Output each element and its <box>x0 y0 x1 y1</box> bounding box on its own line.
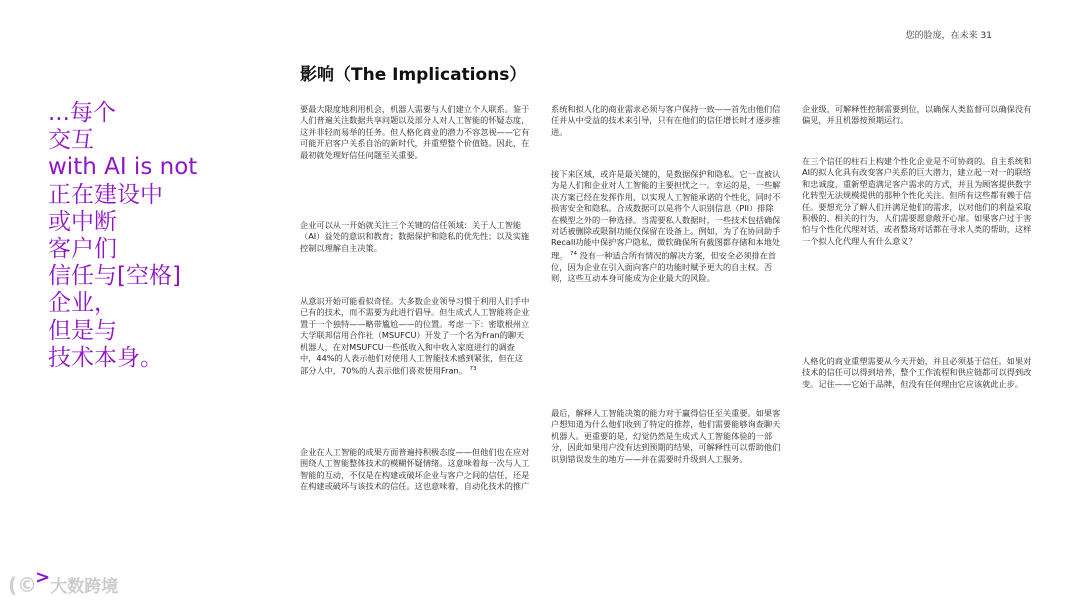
quote-line: 但是与 <box>48 317 117 344</box>
paragraph: 最后，解释人工智能决策的能力对于赢得信任至关重要。如果客户想知道为什么他们收到了特定的推荐，他们需要能够询查聊天机器人。更重要的是，幻觉仍然是生成式人工智能体验的一部分，因此如果用户没有达到预期的结果，可解释性可以帮助他们识别错误发生的地方——并在需要时升级到人工服务。 <box>551 408 781 464</box>
column-3-para-2 <box>802 156 1032 247</box>
column-3-para-1 <box>802 104 1032 127</box>
paragraph-text: 从意识开始可能看似奇怪。大多数企业领导习惯于利用人们手中已有的技术，而不需要为此进行倡导。但生成式人工智能将企业置于一个独特——略带尴尬——的位置。考虑一下：密歇根州立大学联邦信用合作社（MSUFCU）开发了一个名为Fran的聊天机器人，在对MSUFCU一些低收入和中收入家庭进行的调查中，44%的人表示他们对使用人工智能技术感到紧张，但在这部分人中，70%的人表示他们喜欢使用Fran。 <box>300 296 530 377</box>
quote-line: 正在建设中 <box>48 181 163 208</box>
footnote-marker: 73 <box>469 366 477 373</box>
column-2-para-1 <box>551 104 781 138</box>
paragraph: 企业级，可解释性控制需要到位，以确保人类监督可以确保没有偏见，并且机器按预期运行。 <box>802 104 1032 126</box>
paragraph-text: 接下来区域，或许是最关键的，是数据保护和隐私。它一直被认为是人们和企业对人工智能的主要担忧之一。幸运的是，一些解决方案已经在发挥作用，以实现人工智能承诺的个性化，同时不损害安全和隐私。合成数据可以是将个人识别信息（PII）排除在模型之外的一种选择。当需要私人数据时，一些技术包括确保对话被删除或限制功能仅保留在设备上。例如，为了在协同助手Recall功能中保护客户隐私，微软确保所有截图都存储和本地处理。 <box>551 169 781 261</box>
logo-swirl-icon: (© <box>8 572 38 597</box>
quote-line: 交互 <box>48 127 94 154</box>
quote-line: 或中断 <box>48 208 117 235</box>
column-1-para-3 <box>300 296 530 378</box>
quote-line: with AI is not <box>48 154 198 181</box>
footnote-marker: 74 <box>570 250 577 257</box>
watermark-logo <box>8 567 119 597</box>
paragraph: 企业在人工智能的成果方面普遍持积极态度——但他们也在应对围绕人工智能整体技术的模糊怀疑情绪。这意味着每一次与人工智能的互动，不仅是在构建或破坏企业与客户之间的信任，还是在构建或破坏与该技术的信任。这也意味着，自动化技术的推广 <box>300 447 530 492</box>
column-1-para-2 <box>300 220 530 254</box>
page-header-label: 您的脸庞，在未来 31 <box>905 31 992 41</box>
column-2-para-3 <box>551 408 781 465</box>
column-1-para-4 <box>300 447 530 493</box>
column-1-para-1 <box>300 104 530 161</box>
paragraph-text: 没有一种适合所有情况的解决方案，但安全必须排在首位，因为企业在引入面向客户的功能时赋予更大的自主权。否则，这些互动本身可能成为企业最大的风险。 <box>551 250 777 284</box>
logo-text: 大数跨境 <box>50 577 119 597</box>
paragraph <box>551 169 781 285</box>
paragraph: 在三个信任的柱石上构建个性化企业是不可协商的。自主系统和AI的拟人化具有改变客户关系的巨大潜力，建立起一对一的联络和忠诚度，重新塑造满足客户需求的方式，并且为顾客提供数字化转型无法规模提供的那种个性化关注。但所有这些都有赖于信任。要想充分了解人们并满足他们的需求，以对他们的利益采取积极的、相关的行为，人们需要愿意敞开心扉。如果客户过于害怕与个性化代理对话，或者整场对话都在寻求人类的帮助，这样一个拟人化代理人有什么意义？ <box>802 156 1032 246</box>
paragraph: 系统和拟人化的商业需求必须与客户保持一致——首先由他们信任并从中受益的技术来引导，只有在他们的信任增长时才逐步推进。 <box>551 104 781 137</box>
quote-line: 企业， <box>48 290 117 317</box>
paragraph <box>300 296 530 378</box>
pull-quote <box>48 100 248 372</box>
quote-line: ...每个 <box>48 100 116 126</box>
quote-line: 客户们 <box>48 236 117 263</box>
paragraph: 要最大限度地利用机会，机器人需要与人们建立个人联系。鉴于人们普遍关注数据共享问题以及部分人对人工智能的怀疑态度，这并非轻而易举的任务。但人格化商业的潜力不容忽视——它有可能开启客户关系自治的新时代，并重塑整个价值链。因此，在最初就处理好信任问题至关重要。 <box>300 104 530 160</box>
paragraph: 人格化的商业重塑需要从今天开始，并且必须基于信任。如果对技术的信任可以得到培养，整个工作流程和供应链都可以得到改变。记住——它始于品牌，但没有任何理由它应该就此止步。 <box>802 356 1032 389</box>
quote-line: 技术本身。 <box>48 344 163 371</box>
paragraph: 企业可以从一开始就关注三个关键的信任领域：关于人工智能（AI）益处的意识和教育；数据保护和隐私的优先性；以及实施控制以理解自主决策。 <box>300 220 530 253</box>
quote-line: 信任与[空格] <box>48 263 181 290</box>
column-3-para-3 <box>802 356 1032 390</box>
logo-chevron-icon: > <box>35 567 51 588</box>
section-title: 影响（The Implications） <box>300 65 527 85</box>
column-2-para-2 <box>551 169 781 285</box>
